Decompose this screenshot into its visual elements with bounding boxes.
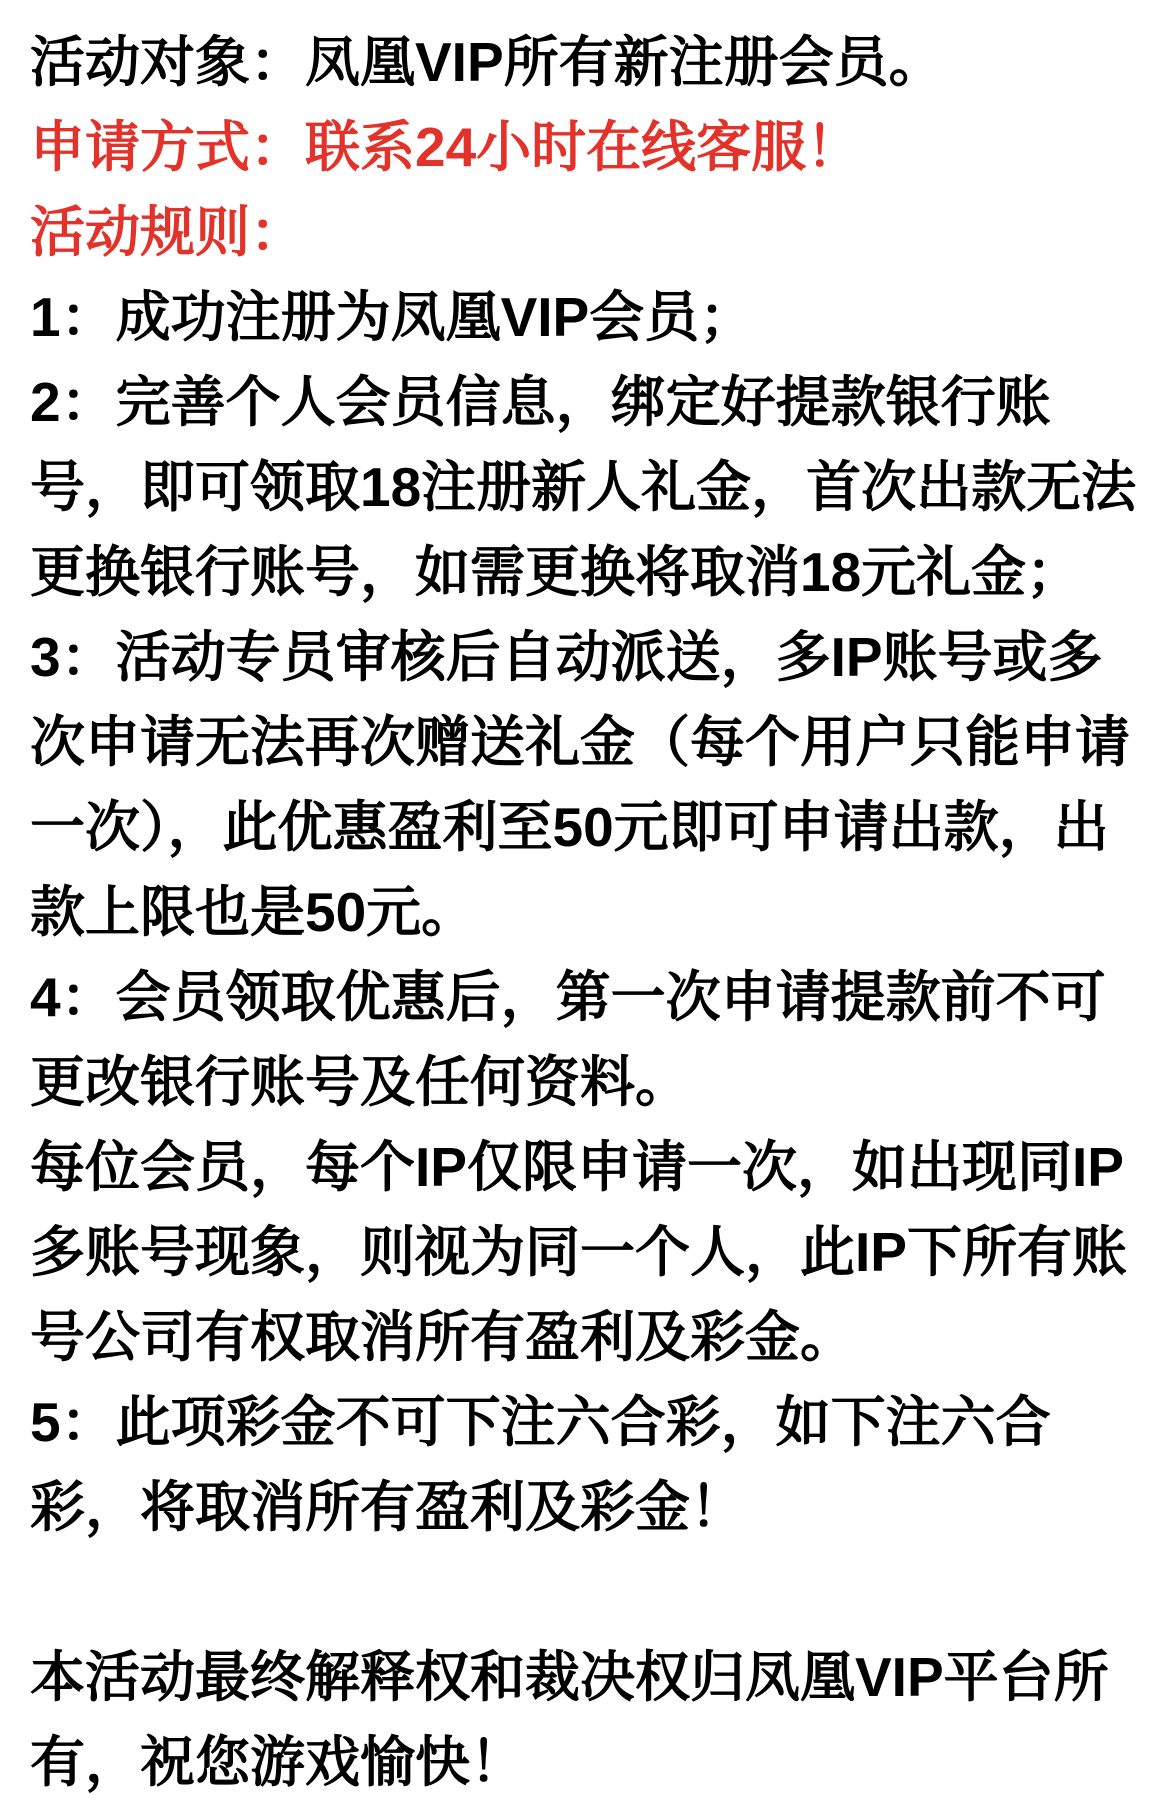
footer-disclaimer-line-2: 有，祝您游戏愉快！ [30,1731,526,1793]
rule-4-line-2: 更改银行账号及任何资料。 [30,1051,691,1113]
rule-3-line-1: 3：活动专员审核后自动派送，多IP账号或多 [30,626,1103,688]
rule-3-line-4: 款上限也是50元。 [30,881,477,943]
rule-1-line: 1：成功注册为凤凰VIP会员； [30,286,755,348]
ip-limit-line-2: 多账号现象，则视为同一个人，此IP下所有账 [30,1221,1127,1283]
rule-3-line-2: 次申请无法再次赠送礼金（每个用户只能申请 [30,711,1131,773]
rule-2-line-3: 更换银行账号，如需更换将取消18元礼金； [30,541,1082,603]
activity-target-line: 活动对象：凤凰VIP所有新注册会员。 [30,31,944,93]
rule-5-line-1: 5：此项彩金不可下注六合彩，如下注六合 [30,1391,1051,1453]
ip-limit-line-3: 号公司有权取消所有盈利及彩金。 [30,1306,856,1368]
rule-2-line-2: 号，即可领取18注册新人礼金，首次出款无法 [30,456,1137,518]
apply-method-line: 申请方式：联系24小时在线客服！ [30,116,862,178]
rules-heading-line: 活动规则： [30,201,306,263]
rule-3-line-3: 一次），此优惠盈利至50元即可申请出款，出 [30,796,1109,858]
rule-5-line-2: 彩，将取消所有盈利及彩金！ [30,1476,746,1538]
ip-limit-line-1: 每位会员，每个IP仅限申请一次，如出现同IP [30,1136,1124,1198]
rule-2-line-1: 2：完善个人会员信息，绑定好提款银行账 [30,371,1051,433]
paragraph-gap [30,1550,1142,1635]
rule-4-line-1: 4：会员领取优惠后，第一次申请提款前不可 [30,966,1106,1028]
footer-disclaimer-line-1: 本活动最终解释权和裁决权归凤凰VIP平台所 [30,1646,1109,1708]
